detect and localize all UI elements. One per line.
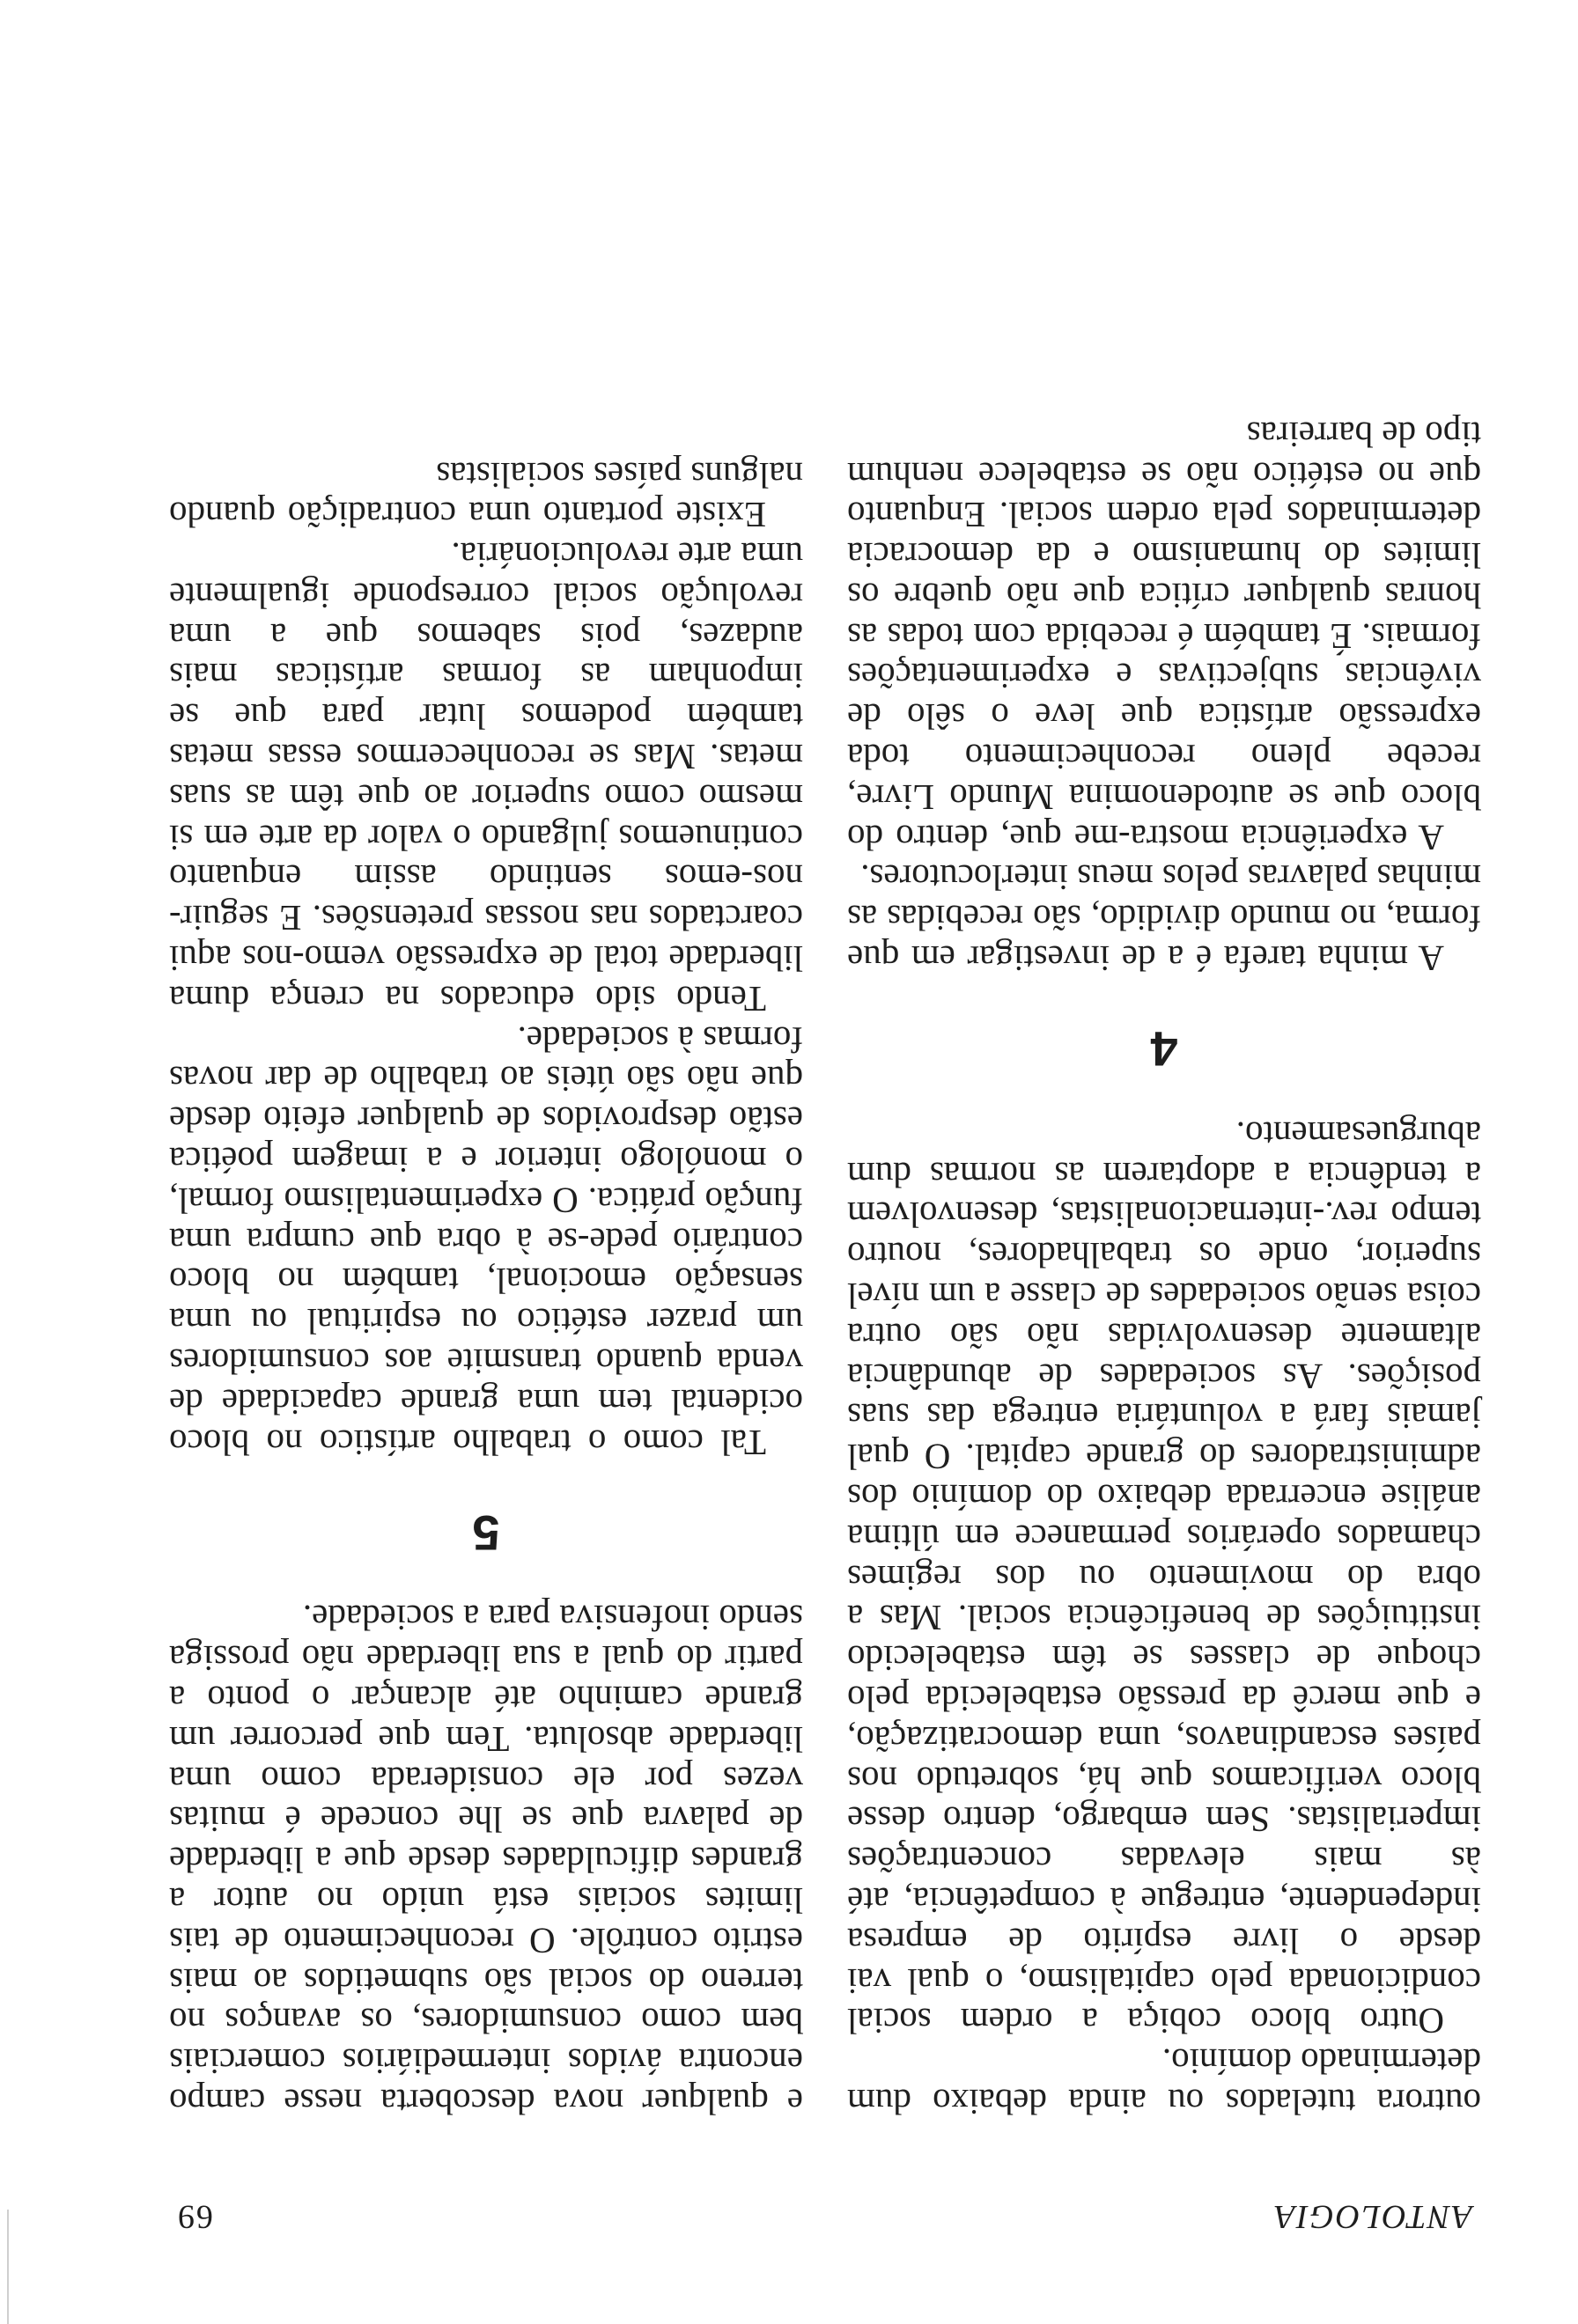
section-number: 5 bbox=[472, 1504, 500, 1561]
page-edge-line bbox=[7, 2210, 9, 2324]
paragraph: Existe portanto uma contradição quando nalguns países socialistas bbox=[169, 454, 803, 536]
left-column bbox=[847, 414, 1481, 2122]
paragraph: A experiência mostra-me que, dentro do bloco que se autodenomina Mundo Livre, recebe pleno reconhecimento toda expressão artística que leve o sêlo de vivências subjectivas e experimentações formais. É também é recebida com todas as honras qualquer crítica que não quebre os limites do humanismo e da democracia determinados pela ordem social. Enquanto que no estético não se estabelece nenhum tipo de barreiras bbox=[847, 414, 1481, 858]
paragraph: Outro bloco cobiça a ordem social condicionada pelo capitalismo, o qual vai desde o livre espírito de empresa independente, entregue à competência, até às mais elevadas concentrações imperialistas. Sem embargo, dentro desse bloco verificamos que há, sobretudo nos países escandinavos, uma democratização, e que mercê da pressão estabelecida pelo choque de classes se têm estabelecido instituições de beneficência social. Mas a obra do movimento ou dos regimes chamados operários permanece em última análise encerrada debaixo do domínio dos administradores do grande capital. O qual jamais fará a voluntária entrega das suas posições. As sociedades de abundância altamente desenvolvidas não são outra coisa senão sociedades de classe a um nível superior, onde os trabalhadores, noutro tempo rev.-internacionalistas, desenvolvem a tendência a adoptarem as normas dum aburguesamento. bbox=[847, 1114, 1481, 2042]
paragraph: Tal como o trabalho artístico no bloco ocidental tem uma grande capacidade de venda quando transmite aos consumidores um prazer estético ou espiritual ou uma sensação emocional, também no bloco contrário pede-se à obra que cumpra uma função prática. O experimentalismo formal, o monólogo interior e a imagem poética estão desprovidos de qualquer efeito desde que não são úteis ao trabalho de dar novas formas à sociedade. bbox=[169, 1019, 803, 1463]
paragraph: A minha tarefa é a de investigar em que forma, no mundo dividido, são recebidas as minhas palavras pelos meus interlocutores. bbox=[847, 857, 1481, 980]
right-column bbox=[169, 454, 803, 2122]
page-number: 69 bbox=[176, 2198, 213, 2235]
paragraph: Tendo sido educados na crença duma liberdade total de expressão vemo-nos aqui coarctados nas nossas pretensões. E seguir-nos-emos sentindo assim enquanto continuemos julgando o valor da arte em si mesmo como superior ao que têm as suas metas. Mas se reconhecermos essas metas também podemos lutar para que se imponham as formas artísticas mais audazes, pois sabemos que a uma revolução social corresponde igualmente uma arte revolucionária. bbox=[169, 535, 803, 1019]
paragraph: outrora tutelados ou ainda debaixo dum determinado domínio. bbox=[847, 2041, 1481, 2122]
section-number: 4 bbox=[1150, 1021, 1178, 1077]
paragraph: e qualquer nova descoberta nesse campo encontra ávidos intermediários comerciais bem como consumidores, os avanços no terreno do social são submetidos ao mais estrito contrôle. O reconhecimento de tais limites sociais está unido no autor a grandes dificuldades desde que a liberdade de palavra que se lhe concede é muitas vezes por ele considerada como uma liberdade absoluta. Tem que percorrer um grande caminho até alcançar o ponto a partir do qual a sua liberdade não prossiga sendo inofensiva para a sociedade. bbox=[169, 1598, 803, 2122]
running-title: ANTOLOGIA bbox=[1272, 2198, 1472, 2235]
